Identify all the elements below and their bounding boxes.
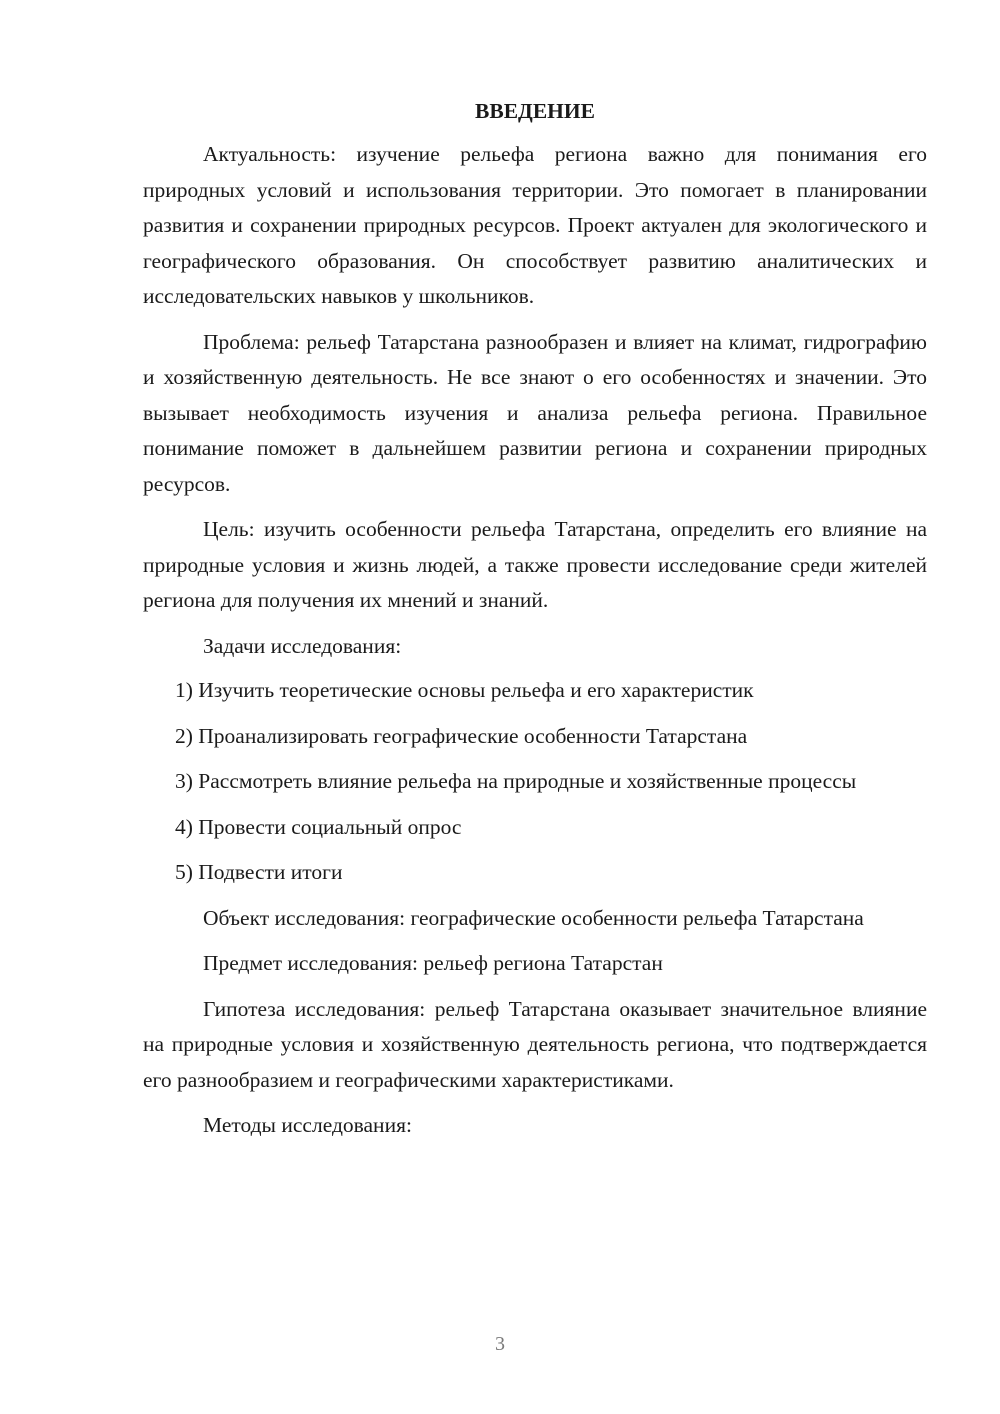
list-item: 3) Рассмотреть влияние рельефа на природные и хозяйственные процессы	[175, 769, 857, 793]
subject-paragraph: Предмет исследования: рельеф региона Татарстан	[203, 951, 663, 975]
page-number: 3	[495, 1333, 505, 1355]
goal-paragraph: Цель: изучить особенности рельефа Татарстана, определить его влияние на природные условия и жизнь людей, а также провести исследование среди жителей региона для получения их мнений и знаний.	[143, 517, 927, 612]
tasks-heading: Задачи исследования:	[203, 633, 402, 658]
page-title: ВВЕДЕНИЕ	[475, 99, 595, 123]
list-item: 4) Провести социальный опрос	[175, 814, 462, 839]
document-page	[143, 96, 927, 1154]
object-paragraph: Объект исследования: географические особенности рельефа Татарстана	[203, 905, 864, 930]
problem-paragraph: Проблема: рельеф Татарстана разнообразен и влияет на климат, гидрографию и хозяйственную деятельность. Не все знают о его особенностях и значении. Это вызывает необходимость изучения и анализа рельефа региона. Правильное понимание поможет в дальнейшем развитии региона и сохранении природных ресурсов.	[143, 329, 927, 496]
methods-heading: Методы исследования:	[203, 1113, 412, 1137]
hypothesis-paragraph: Гипотеза исследования: рельеф Татарстана оказывает значительное влияние на природные условия и хозяйственную деятельность региона, что подтверждается его разнообразием и географическими характеристиками.	[143, 996, 927, 1092]
list-item: 5) Подвести итоги	[175, 860, 343, 884]
list-item: 1) Изучить теоретические основы рельефа и его характеристик	[175, 678, 754, 702]
list-item: 2) Проанализировать географические особенности Татарстана	[175, 723, 748, 748]
relevance-paragraph: Актуальность: изучение рельефа региона важно для понимания его природных условий и использования территории. Это помогает в планировании развития и сохранении природных ресурсов. Проект актуален для экологического и географического образования. Он способствует развитию аналитических и исследовательских навыков у школьников.	[143, 142, 927, 308]
tasks-list	[143, 673, 927, 891]
